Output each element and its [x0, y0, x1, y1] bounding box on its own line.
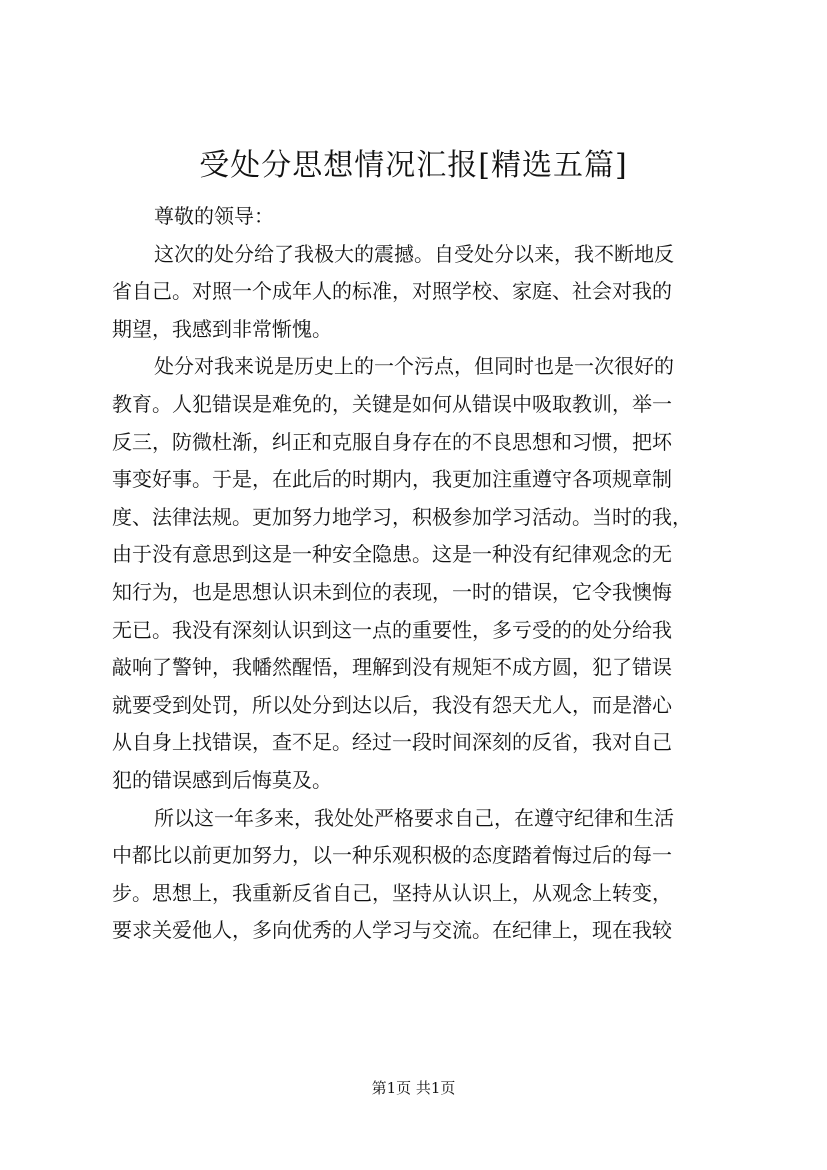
paragraph-line: 中都比以前更加努力，以一种乐观积极的态度踏着悔过后的每一 [112, 843, 672, 868]
paragraph-line: 无已。我没有深刻认识到这一点的重要性，多亏受的的处分给我 [112, 617, 672, 642]
salutation: 尊敬的领导： [154, 204, 274, 228]
paragraph-line: 犯的错误感到后悔莫及。 [112, 767, 332, 792]
paragraph-line: 期望，我感到非常惭愧。 [112, 316, 332, 341]
paragraph-line: 度、法律法规。更加努力地学习，积极参加学习活动。当时的我， [112, 504, 692, 529]
paragraph-line: 从自身上找错误，查不足。经过一段时间深刻的反省，我对自己 [112, 730, 672, 755]
paragraph-line: 敲响了警钟，我幡然醒悟，理解到没有规矩不成方圆，犯了错误 [112, 655, 672, 680]
page-number-footer: 第1页 共1页 [371, 1079, 456, 1097]
document-title: 受处分思想情况汇报[精选五篇] [199, 148, 628, 183]
paragraph-line: 这次的处分给了我极大的震撼。自受处分以来，我不断地反 [154, 241, 674, 266]
paragraph-line: 步。思想上，我重新反省自己，坚持从认识上，从观念上转变， [112, 880, 672, 905]
paragraph-line: 反三，防微杜渐，纠正和克服自身存在的不良思想和习惯，把坏 [112, 429, 672, 454]
paragraph-line: 要求关爱他人，多向优秀的人学习与交流。在纪律上，现在我较 [112, 918, 672, 943]
paragraph-line: 所以这一年多来，我处处严格要求自己，在遵守纪律和生活 [154, 805, 674, 830]
paragraph-line: 教育。人犯错误是难免的，关键是如何从错误中吸取教训，举一 [112, 391, 672, 416]
paragraph-line: 事变好事。于是，在此后的时期内，我更加注重遵守各项规章制 [112, 467, 672, 492]
paragraph-line: 就要受到处罚，所以处分到达以后，我没有怨天尤人，而是潜心 [112, 692, 672, 717]
paragraph-line: 由于没有意思到这是一种安全隐患。这是一种没有纪律观念的无 [112, 542, 672, 567]
document-body [112, 198, 724, 950]
paragraph-line: 省自己。对照一个成年人的标准，对照学校、家庭、社会对我的 [112, 279, 672, 304]
paragraph-line: 知行为，也是思想认识未到位的表现，一时的错误，它令我懊悔 [112, 579, 672, 604]
paragraph-line: 处分对我来说是历史上的一个污点，但同时也是一次很好的 [154, 354, 674, 379]
